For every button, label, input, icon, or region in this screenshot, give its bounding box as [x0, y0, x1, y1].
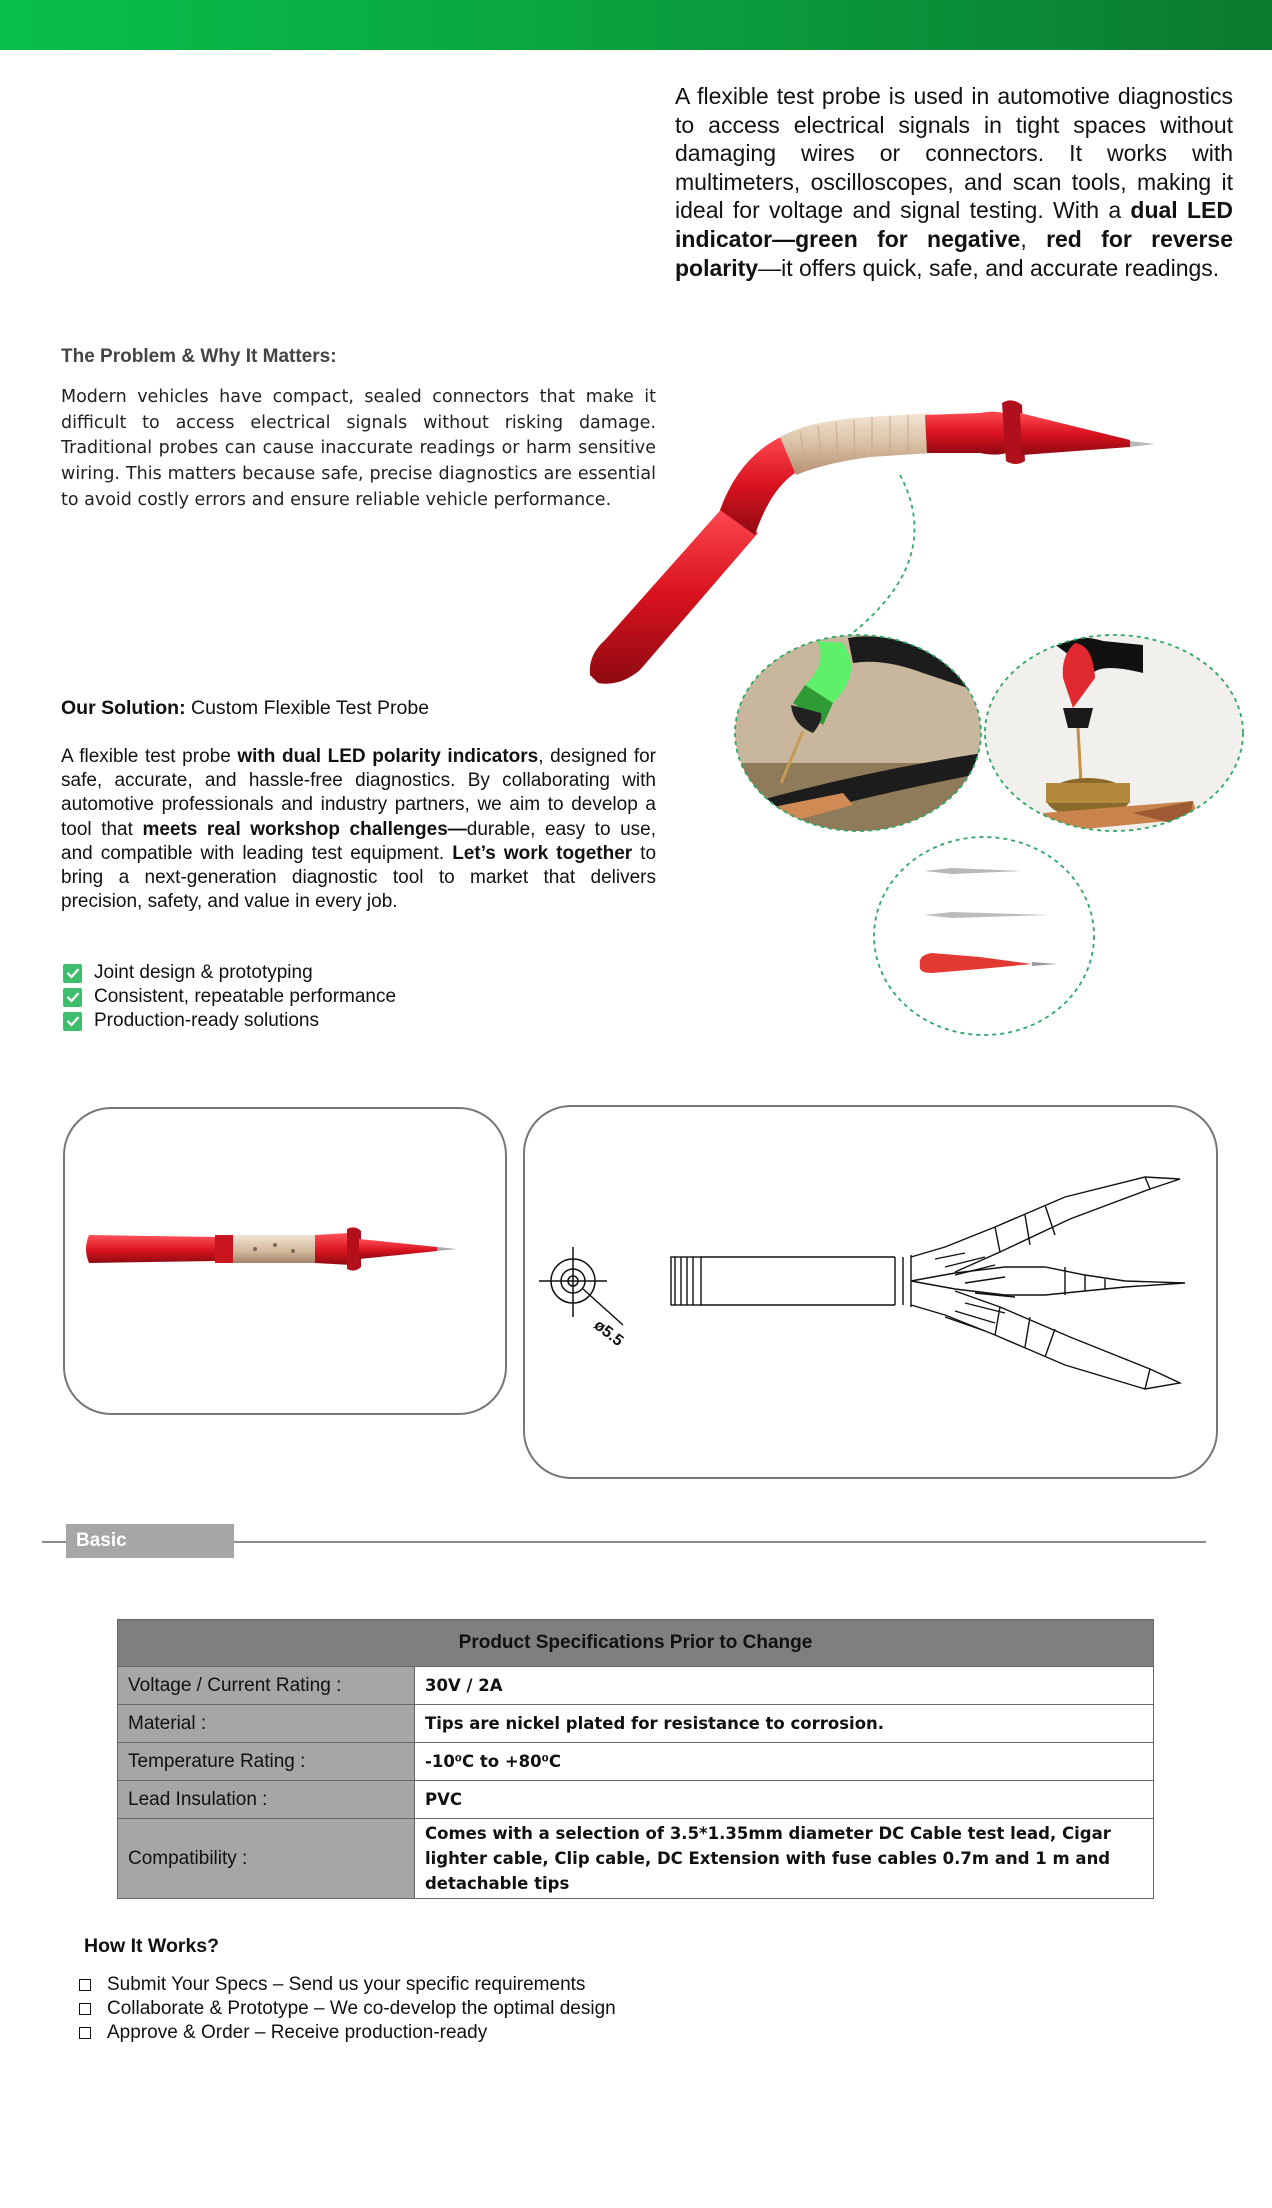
solution-bold-2: meets real workshop challenges—: [142, 818, 467, 840]
detachable-tips-photo: [872, 835, 1096, 1037]
specifications-table: [117, 1619, 1154, 1899]
table-header-row: [118, 1620, 1154, 1667]
spec-key: Voltage / Current Rating :: [118, 1667, 415, 1705]
how-step-label: Submit Your Specs – Send us your specific requirements: [107, 1974, 586, 1995]
straight-probe-photo: [79, 1219, 509, 1279]
how-step: [79, 1997, 616, 2021]
how-it-works-heading: How It Works?: [84, 1935, 220, 1957]
checkmark-icon: [63, 964, 82, 983]
specifications-label: Basic Specifications: [66, 1524, 234, 1558]
spec-value: 30V / 2A: [415, 1667, 1154, 1705]
benefit-label: Joint design & prototyping: [94, 962, 313, 983]
solution-text-1: A flexible test probe: [61, 746, 238, 767]
solution-bold-1: with dual LED polarity indicators: [237, 746, 539, 767]
intro-text-2: ,: [1020, 225, 1047, 252]
specifications-section-header: [42, 1524, 1206, 1585]
how-step-label: Approve & Order – Receive production-ready: [107, 2022, 488, 2043]
spec-value: Tips are nickel plated for resistance to corrosion.: [415, 1705, 1154, 1743]
intro-bold-2: red for reverse polarity: [675, 225, 1233, 281]
top-accent-bar: [0, 0, 1272, 50]
checkmark-icon: [63, 1012, 82, 1031]
benefit-item: [63, 1009, 396, 1033]
table-row: [118, 1705, 1154, 1743]
spec-key: Lead Insulation :: [118, 1781, 415, 1819]
checkbox-square-icon: [79, 2027, 91, 2039]
how-step-label: Collaborate & Prototype – We co-develop the optimal design: [107, 1998, 616, 2019]
spec-key: Material :: [118, 1705, 415, 1743]
benefit-item: [63, 961, 396, 985]
connector-line: [780, 470, 940, 650]
how-it-works-list: [79, 1973, 616, 2045]
table-row: [118, 1667, 1154, 1705]
solution-text-4: to bring a next-generation diagnostic tool to market that delivers precision, safety, and value in every job.: [61, 842, 657, 913]
benefit-label: Production-ready solutions: [94, 1010, 319, 1031]
solution-text-3: durable, easy to use, and compatible with leading test equipment.: [61, 818, 656, 864]
problem-paragraph: Modern vehicles have compact, sealed connectors that make it difficult to access electrical signals without risking damage. Traditional probes can cause inaccurate readings or harm sensitive wiring. This matters because safe, precise diagnostics are essential to avoid costly errors and ensure reliable vehicle performance.: [61, 387, 656, 510]
solution-title-rest: Custom Flexible Test Probe: [185, 697, 430, 719]
spec-value: PVC: [415, 1781, 1154, 1819]
spec-value: -10⁰C to +80⁰C: [415, 1743, 1154, 1781]
intro-text-3: —it offers quick, safe, and accurate readings.: [758, 254, 1220, 281]
diameter-label: ø5.5: [590, 1316, 627, 1350]
probe-technical-drawing: [525, 1107, 1216, 1477]
benefit-item: [63, 985, 396, 1009]
solution-paragraph: [61, 745, 656, 914]
spec-key: Temperature Rating :: [118, 1743, 415, 1781]
table-row: [118, 1781, 1154, 1819]
benefit-label: Consistent, repeatable performance: [94, 986, 397, 1007]
probe-photo-card: [63, 1107, 507, 1415]
red-led-detail-photo: [983, 633, 1245, 833]
technical-drawing-card: [523, 1105, 1218, 1479]
green-led-detail-photo: [733, 633, 983, 833]
how-step: [79, 1973, 616, 1997]
how-step: [79, 2021, 616, 2045]
solution-title-bold: Our Solution:: [61, 697, 186, 719]
intro-bold-1: dual LED indicator—green for negative: [675, 197, 1234, 252]
intro-paragraph: [675, 82, 1233, 282]
checkmark-icon: [63, 988, 82, 1007]
table-title: Product Specifications Prior to Change: [118, 1620, 1154, 1667]
solution-heading: [61, 697, 429, 720]
table-row: [118, 1743, 1154, 1781]
problem-heading: The Problem & Why It Matters:: [61, 346, 337, 367]
spec-key: Compatibility :: [118, 1819, 415, 1899]
checkbox-square-icon: [79, 1979, 91, 1991]
checkbox-square-icon: [79, 2003, 91, 2015]
solution-text-2: , designed for safe, accurate, and hassle-free diagnostics. By collaborating with automotive professionals and industry partners, we aim to develop a tool that: [61, 746, 656, 840]
spec-value: Comes with a selection of 3.5*1.35mm diameter DC Cable test lead, Cigar lighter cable, Clip cable, DC Extension with fuse cables 0.7m and 1 m and detachable tips: [415, 1819, 1154, 1899]
table-row: [118, 1819, 1154, 1899]
benefits-list: [63, 961, 396, 1033]
intro-text-1: A flexible test probe is used in automotive diagnostics to access electrical signals in tight spaces without damaging wires or connectors. It works with multimeters, oscilloscopes, and scan tools, making it ideal for voltage and signal testing. With a: [675, 83, 1233, 224]
solution-bold-3: Let’s work together: [452, 842, 633, 864]
